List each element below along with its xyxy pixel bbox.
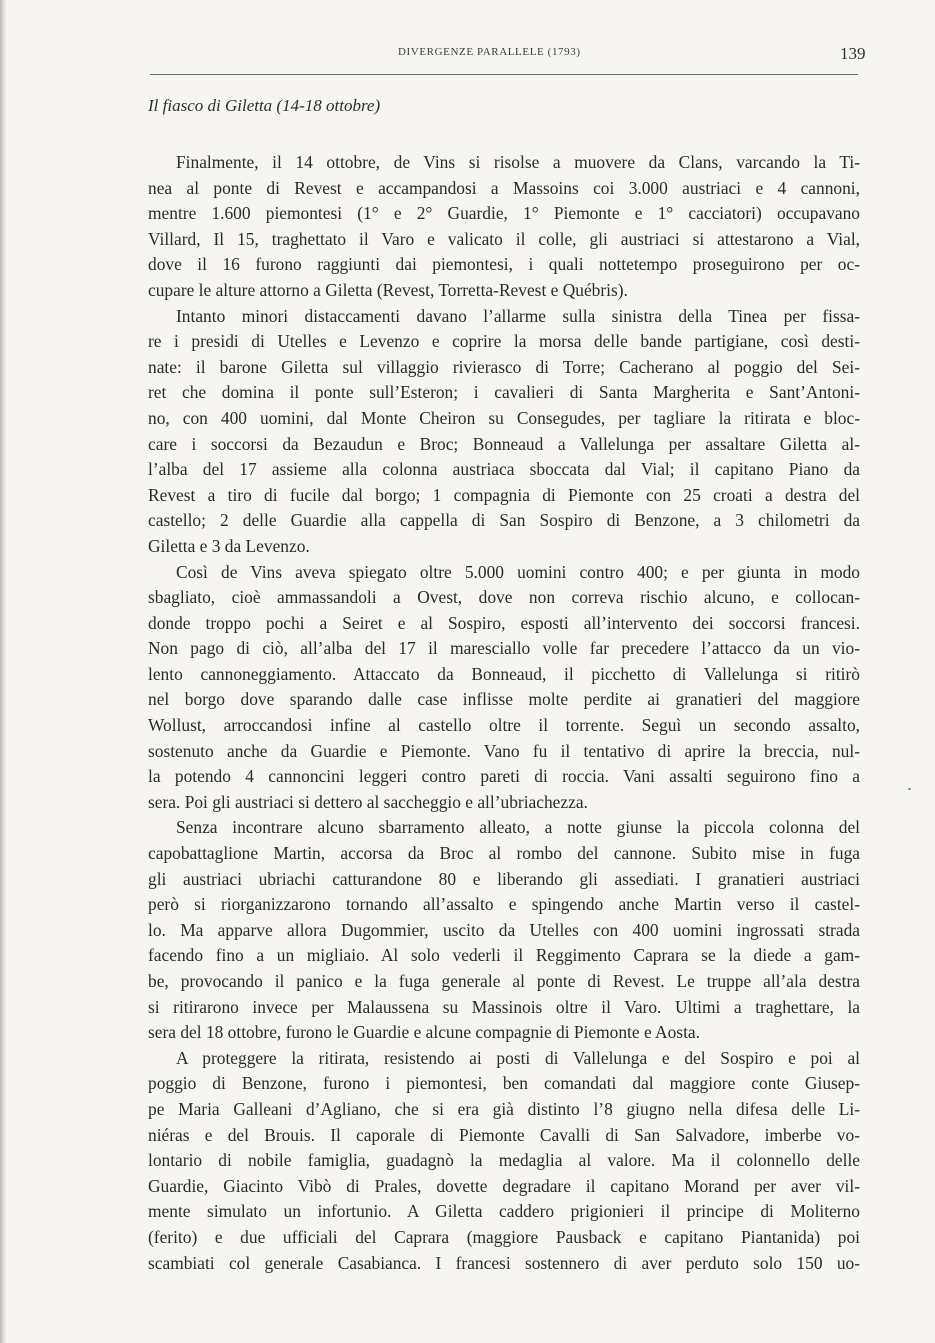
text-line: sostenuto anche da Guardie e Piemonte. Vano fu il tentativo di aprire la breccia, nul- — [148, 740, 860, 761]
text-line: nel borgo dove sparando dalle case inflisse molte perdite ai granatieri del maggiore — [148, 689, 860, 710]
text-line: sera del 18 ottobre, furono le Guardie e alcune compagnie di Piemonte e Aosta. — [148, 1022, 700, 1043]
text-line: A proteggere la ritirata, resistendo ai posti di Vallelunga e del Sospiro e poi al — [176, 1047, 860, 1068]
text-line: però si riorganizzarono tornando all’assalto e spingendo anche Martin verso il castel- — [148, 894, 860, 915]
text-line: niéras e del Brouis. Il caporale di Piemonte Cavalli di San Salvadore, imberbe vo- — [148, 1124, 860, 1145]
text-line: Finalmente, il 14 ottobre, de Vins si risolse a muovere da Clans, varcando la Ti- — [176, 152, 860, 172]
text-line: nea al ponte di Revest e accampandosi a Massoins coi 3.000 austriaci e 4 cannoni, — [148, 177, 860, 198]
text-line: gli austriaci ubriachi catturandone 80 e liberando gli assediati. I granatieri austriaci — [148, 868, 860, 889]
text-line: mentre 1.600 piemontesi (1° e 2° Guardie, 1° Piemonte e 1° cacciatori) occupavano — [148, 203, 860, 224]
paper-speck — [908, 788, 911, 790]
text-line: Così de Vins aveva spiegato oltre 5.000 uomini contro 400; e per giunta in modo — [176, 561, 860, 582]
text-line: ret che domina il ponte sull’Esteron; i cavalieri di Santa Margherita e Sant’Antoni- — [148, 382, 860, 403]
page-binding-edge — [0, 0, 7, 1343]
text-line: castello; 2 delle Guardie alla cappella di San Sospiro di Benzone, a 3 chilometri da — [148, 510, 860, 531]
text-line: lontario di nobile famiglia, guadagnò la medaglia al valore. Ma il colonnello delle — [148, 1150, 860, 1171]
text-line: Non pago di ciò, all’alba del 17 il maresciallo volle far precedere l’attacco da un vio- — [148, 638, 860, 659]
text-line: care i soccorsi da Bezaudun e Broc; Bonneaud a Vallelunga per assaltare Giletta al- — [148, 433, 860, 454]
text-line: nate: il barone Giletta sul villaggio rivierasco di Torre; Cacherano al poggio del Sei- — [148, 356, 860, 377]
running-head: DIVERGENZE PARALLELE (1793) — [398, 46, 581, 58]
text-line: Revest a tiro di fucile dal borgo; 1 compagnia di Piemonte con 25 croati a destra del — [148, 484, 860, 505]
text-line: mente simulato un infortunio. A Giletta caddero prigionieri il principe di Moliterno — [148, 1201, 860, 1222]
text-line: Villard, Il 15, traghettato il Varo e valicato il colle, gli austriaci si attestarono a Vial, — [148, 228, 860, 249]
text-line: re i presidi di Utelles e Levenzo e coprire la morsa delle bande partigiane, così desti- — [148, 331, 860, 352]
body-text — [148, 150, 860, 1276]
text-line: Guardie, Giacinto Vibò di Prales, dovette degradare il capitano Morand per aver vil- — [148, 1175, 860, 1196]
text-line: lo. Ma apparve allora Dugommier, uscito da Utelles con 400 uomini ingrossati strada — [148, 919, 860, 940]
text-line: sera. Poi gli austriaci si dettero al saccheggio e all’ubriachezza. — [148, 791, 588, 812]
text-line: poggio di Benzone, furono i piemontesi, ben comandati dal maggiore conte Giusep- — [148, 1073, 860, 1094]
text-line: Wollust, arroccandosi infine al castello oltre il torrente. Seguì un secondo assalto, — [148, 715, 860, 736]
text-line: l’alba del 17 assieme alla colonna austriaca sboccata dal Vial; il capitano Piano da — [148, 459, 860, 480]
text-line: sbagliato, cioè ammassandoli a Ovest, dove non correva rischio alcuno, e collocan- — [148, 587, 860, 608]
text-line: be, provocando il panico e la fuga generale al ponte di Revest. Le truppe all’ala destra — [148, 971, 860, 991]
text-line: la potendo 4 cannoncini leggeri contro pareti di roccia. Vani assalti seguirono fino a — [148, 766, 860, 787]
text-line: si ritirarono invece per Malaussena su Massinois oltre il Varo. Ultimi a traghettare, la — [148, 996, 860, 1017]
text-line: donde troppo pochi a Seiret e al Sospiro, esposti all’intervento dei soccorsi francesi. — [148, 612, 860, 633]
text-line: cupare le alture attorno a Giletta (Revest, Torretta-Revest e Québris). — [148, 279, 628, 300]
text-line: Senza incontrare alcuno sbarramento alleato, a notte giunse la piccola colonna del — [176, 817, 860, 838]
text-line: no, con 400 uomini, dal Monte Cheiron su Consegudes, per tagliare la ritirata e bloc- — [148, 407, 860, 428]
text-line: facendo fino a un migliaio. Al solo vederli il Reggimento Caprara se la diede a gam- — [148, 945, 860, 966]
text-line: capobattaglione Martin, accorsa da Broc al rombo del cannone. Subito mise in fuga — [148, 843, 860, 864]
page-number: 139 — [840, 44, 866, 63]
text-line: (ferito) e due ufficiali del Caprara (maggiore Pausback e capitano Piantanida) poi — [148, 1226, 860, 1247]
text-line: Giletta e 3 da Levenzo. — [148, 535, 310, 556]
text-line: dove il 16 furono raggiunti dai piemontesi, i quali nottetempo proseguirono per oc- — [148, 254, 860, 275]
text-line: lento cannoneggiamento. Attaccato da Bonneaud, il picchetto di Vallelunga si ritirò — [148, 663, 860, 684]
text-line: scambiati col generale Casabianca. I francesi sostennero di aver perduto solo 150 uo- — [148, 1252, 860, 1273]
text-line: Intanto minori distaccamenti davano l’allarme sulla sinistra della Tinea per fissa- — [176, 305, 860, 326]
text-line: pe Maria Galleani d’Agliano, che si era già distinto l’8 giugno nella difesa delle Li- — [148, 1098, 860, 1119]
section-heading: Il fiasco di Giletta (14-18 ottobre) — [148, 96, 381, 115]
header-rule — [150, 74, 858, 75]
